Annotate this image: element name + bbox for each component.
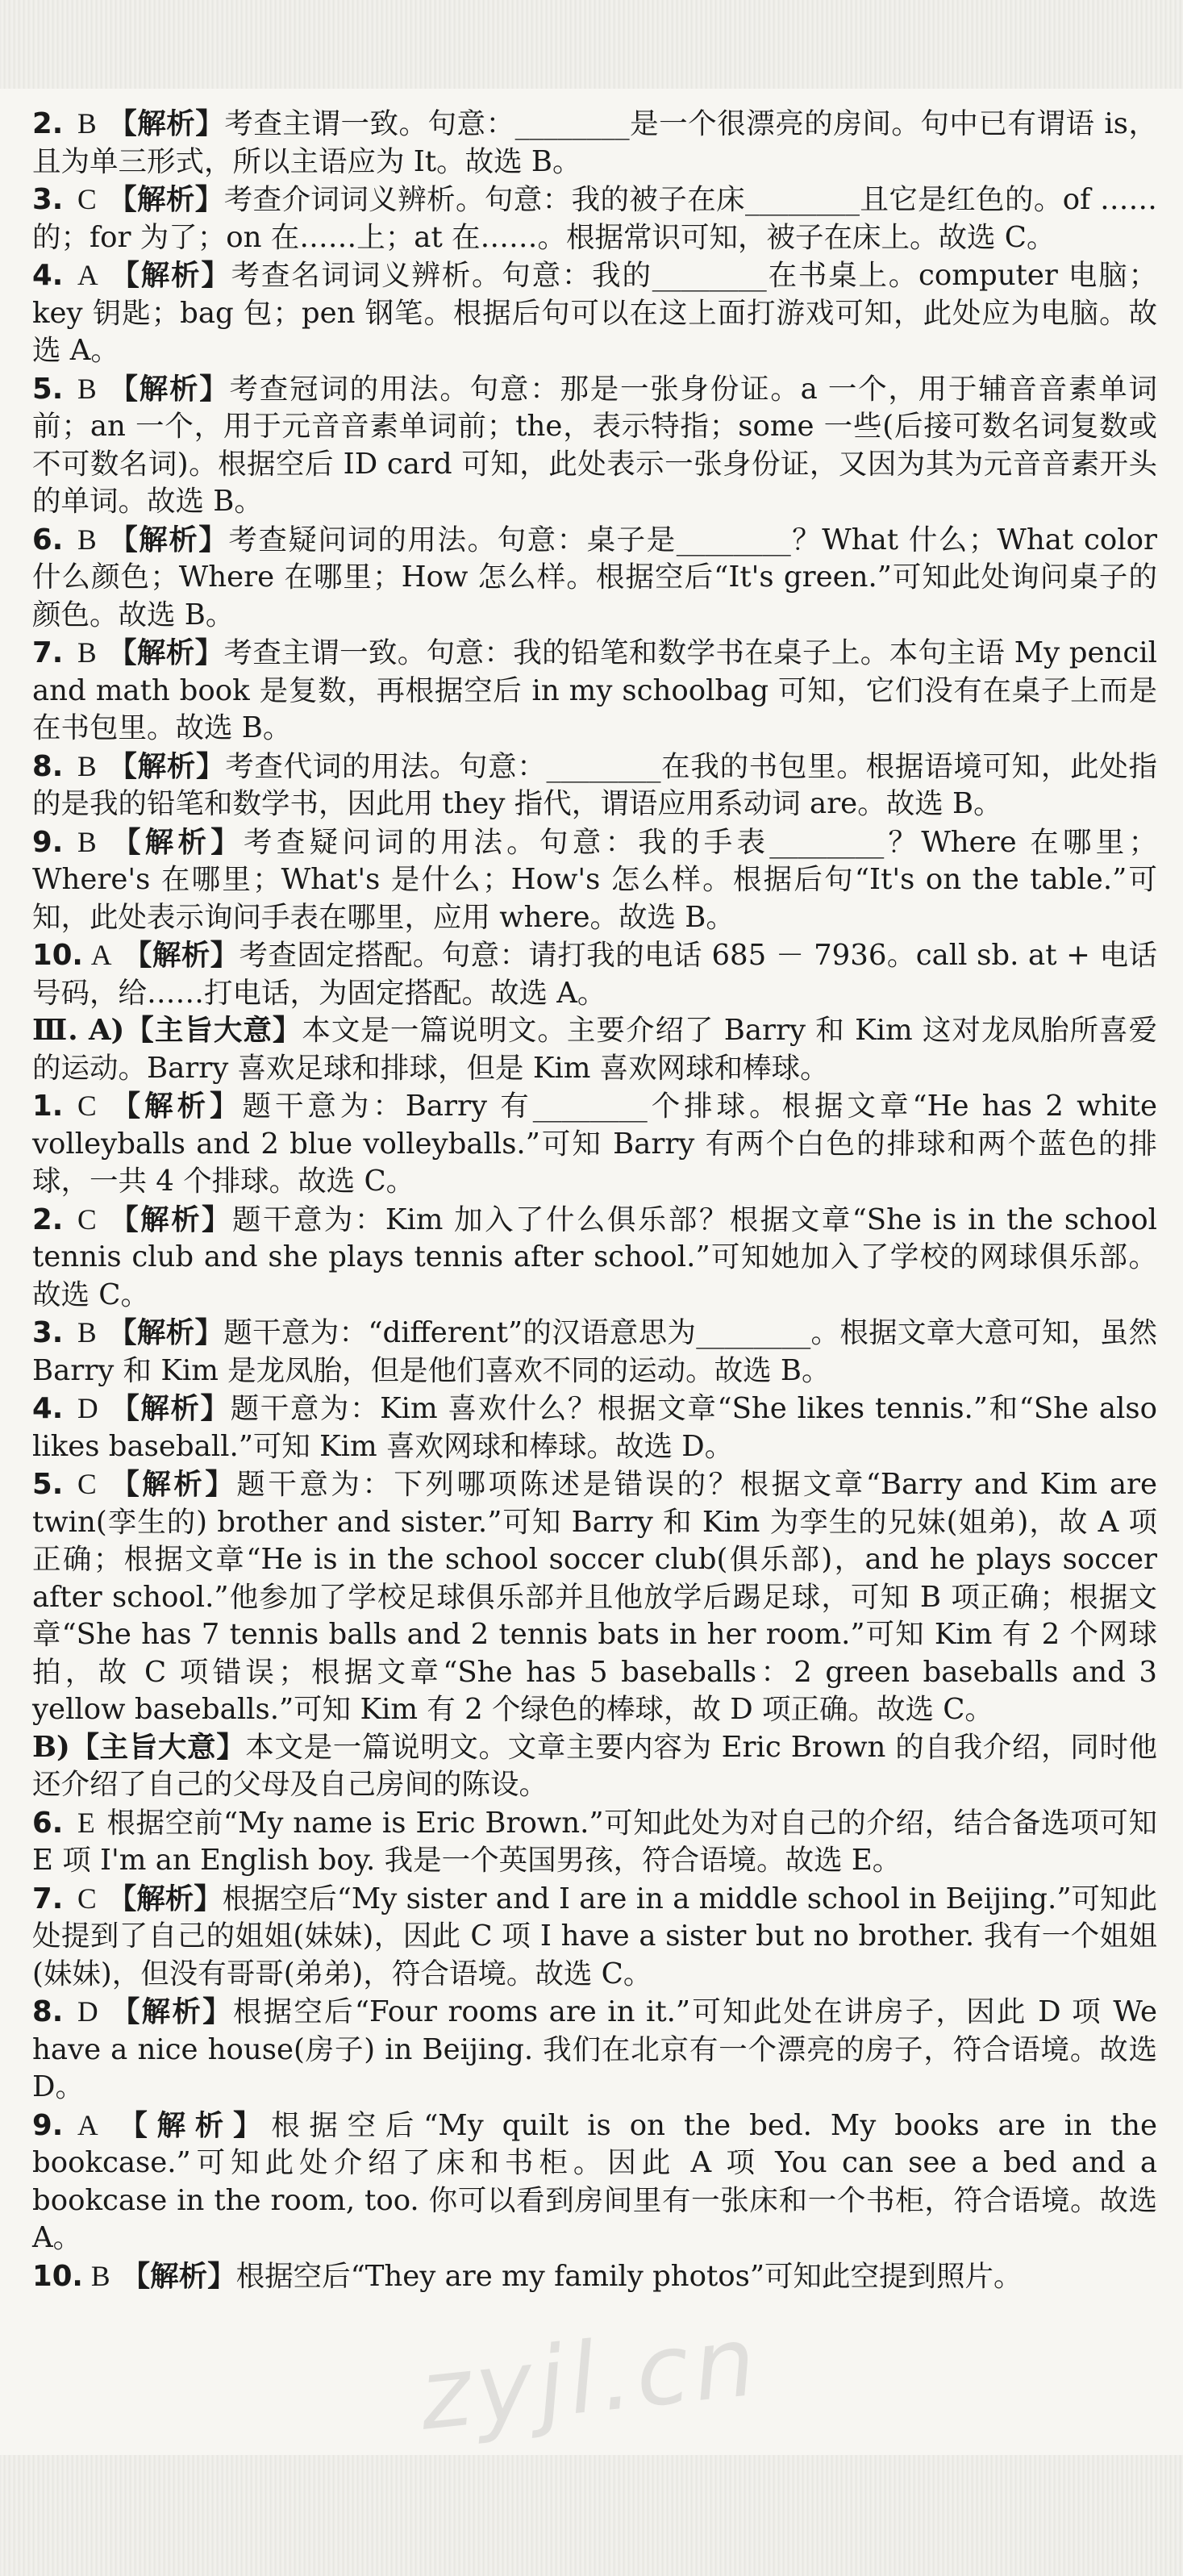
items-list [32,105,1157,1012]
item-tag: 【解析】 [107,1316,224,1349]
answer-item [32,1880,1157,1994]
item-text: 根据空后“My quilt is on the bed. My books are in the bookcase.”可知此处介绍了床和书柜。因此 A 项 You can see a bed and a bookcase in the room, too. 你可以看到房间里有一张床和一个书柜，符合语境。故选 A。 [32,2108,1157,2254]
item-number: 9. [32,2108,64,2142]
item-tag: 【解析】 [107,372,230,406]
answer-item [32,823,1157,937]
section-3-intro [32,1012,1157,1087]
item-number: 2. [32,107,64,140]
item-text: 考查主谓一致。句意：我的铅笔和数学书在桌子上。本句主语 My pencil and math book 是复数，再根据空后 in my schoolbag 可知，它们没有在桌子上而是在书包里。故选 B。 [32,636,1157,744]
item-tag: 【解析】 [107,825,244,859]
item-number: 10. [32,2259,83,2293]
item-answer: C [77,1882,97,1915]
section-3-head: Ⅲ. A)【主旨大意】 [32,1014,302,1047]
answer-item [32,1201,1157,1315]
items-a-list [32,1087,1157,1729]
item-tag: 【解析】 [109,1392,231,1425]
item-answer: B [77,523,97,556]
item-number: 3. [32,1316,64,1349]
answer-item [32,256,1157,370]
item-answer: B [77,107,97,140]
section-b-intro [32,1729,1157,1804]
item-text: 题干意为：Kim 喜欢什么？根据文章“She likes tennis.”和“She also likes baseball.”可知 Kim 喜欢网球和棒球。故选 D。 [32,1392,1157,1463]
answer-item [32,748,1157,823]
answer-item [32,936,1157,1012]
item-number: 8. [32,1995,64,2028]
items-b-list [32,1804,1157,2296]
item-text: 考查固定搭配。句意：请打我的电话 685 － 7936。call sb. at + 电话号码，给……打电话，为固定搭配。故选 A。 [32,939,1157,1010]
item-answer: B [90,2259,110,2292]
item-answer: B [77,1316,97,1348]
item-tag: 【解析】 [107,636,224,669]
item-answer: A [90,939,112,971]
item-tag: 【解析】 [107,1203,233,1236]
item-number: 7. [32,1882,64,1915]
item-text: 题干意为：“different”的汉语意思为________。根据文章大意可知，虽然 Barry 和 Kim 是龙凤胎，但是他们喜欢不同的运动。故选 B。 [32,1316,1157,1387]
item-answer: C [77,1468,97,1500]
item-answer: B [77,636,97,669]
item-tag: 【解析】 [109,1995,233,2028]
answer-item [32,1314,1157,1390]
item-number: 6. [32,523,64,556]
item-tag: 【解析】 [109,259,231,292]
answer-item [32,181,1157,256]
item-tag: 【解析】 [107,107,225,140]
answer-item [32,370,1157,521]
item-answer: A [77,259,98,291]
item-text: 题干意为：Barry 有________个排球。根据文章“He has 2 white volleyballs and 2 blue volleyballs.”可知 Barry 有两个白色的排球和两个蓝色的排球，一共 4 个排球。故选 C。 [32,1090,1157,1198]
item-tag: 【解析】 [107,1468,237,1501]
item-number: 2. [32,1203,64,1236]
answer-item [32,1804,1157,1880]
item-number: 9. [32,825,64,859]
section-b-text: 本文是一篇说明文。文章主要内容为 Eric Brown 的自我介绍，同时他还介绍了自己的父母及自己房间的陈设。 [32,1730,1157,1801]
item-text: 根据空后“My sister and I are in a middle school in Beijing.”可知此处提到了自己的姐姐(妹妹)，因此 C 项 I have a sister but no brother. 我有一个姐姐(妹妹)，但没有哥哥(弟弟)，符合语境。故选 C。 [32,1882,1157,1990]
item-answer: C [77,1203,97,1236]
answer-item [32,1465,1157,1729]
section-3-text: 本文是一篇说明文。主要介绍了 Barry 和 Kim 这对龙凤胎所喜爱的运动。Barry 喜欢足球和排球，但是 Kim 喜欢网球和棒球。 [32,1014,1157,1085]
item-text: 题干意为：下列哪项陈述是错误的？根据文章“Barry and Kim are twin(孪生的) brother and sister.”可知 Barry 和 Kim 为孪生的兄妹(姐弟)，故 A 项正确；根据文章“He is in the school soccer club(俱乐部)，and he plays soccer after school.”他参加了学校足球俱乐部并且他放学后踢足球，可知 B 项正确；根据文章“She has 7 tennis balls and 2 tennis bats in her room.”可知 Kim 有 2 个网球拍，故 C 项错误；根据文章“She has 5 baseballs：2 green baseballs and 3 yellow baseballs.”可知 Kim 有 2 个绿色的棒球，故 D 项正确。故选 C。 [32,1468,1157,1726]
item-tag: 【解析】 [107,1882,223,1915]
item-answer: B [77,825,97,858]
item-text: 考查疑问词的用法。句意：我的手表________？Where 在哪里；Where's 在哪里；What's 是什么；How's 怎么样。根据后句“It's on the table.”可知，此处表示询问手表在哪里，应用 where。故选 B。 [32,825,1157,934]
item-text: 考查冠词的用法。句意：那是一张身份证。a 一个，用于辅音音素单词前；an 一个，用于元音音素单词前；the，表示特指；some 一些(后接可数名词复数或不可数名词)。根据空后 ID card 可知，此处表示一张身份证，又因为其为元音音素开头的单词。故选 B。 [32,372,1157,518]
item-number: 3. [32,183,64,216]
item-number: 5. [32,372,64,406]
page-bottom-texture [0,2455,1183,2576]
answer-item [32,634,1157,748]
item-text: 根据空后“Four rooms are in it.”可知此处在讲房子，因此 D 项 We have a nice house(房子) in Beijing. 我们在北京有一个漂亮的房子，符合语境。故选 D。 [32,1995,1157,2103]
item-text: 考查代词的用法。句意：________在我的书包里。根据语境可知，此处指的是我的铅笔和数学书，因此用 they 指代，谓语应用系动词 are。故选 B。 [32,749,1157,820]
item-number: 7. [32,636,64,669]
item-number: 4. [32,1392,64,1425]
item-answer: B [77,372,97,405]
answer-item [32,2257,1157,2296]
item-number: 4. [32,259,64,292]
answer-item [32,1993,1157,2107]
answer-item [32,1390,1157,1465]
item-tag: 【解析】 [107,183,224,216]
item-number: 1. [32,1090,64,1123]
item-number: 8. [32,749,64,783]
item-tag: 【解析】 [107,1090,243,1123]
item-tag: 【解析】 [123,939,240,972]
item-answer: B [77,749,97,782]
answer-key-content [32,105,1157,2295]
item-tag: 【解析】 [109,2108,272,2142]
answer-item [32,1087,1157,1201]
item-text: 题干意为：Kim 加入了什么俱乐部？根据文章“She is in the school tennis club and she plays tennis after school.”可知她加入了学校的网球俱乐部。故选 C。 [32,1203,1157,1311]
item-text: 考查名词词义辨析。句意：我的________在书桌上。computer 电脑；key 钥匙；bag 包；pen 钢笔。根据后句可以在这上面打游戏可知，此处应为电脑。故选 A。 [32,259,1157,367]
item-answer: C [77,183,97,215]
answer-item [32,521,1157,635]
answer-item [32,2107,1157,2257]
item-text: 考查主谓一致。句意：________是一个很漂亮的房间。句中已有谓语 is，且为单三形式，所以主语应为 It。故选 B。 [32,107,1157,178]
answer-item [32,105,1157,181]
section-b-head: B)【主旨大意】 [32,1730,246,1764]
item-number: 6. [32,1806,64,1840]
item-answer: D [77,1995,98,2028]
item-text: 根据空前“My name is Eric Brown.”可知此处为对自己的介绍，结合备选项可知 E 项 I'm an English boy. 我是一个英国男孩，符合语境。故选 E。 [32,1806,1157,1877]
item-answer: D [77,1392,98,1424]
item-text: 考查介词词义辨析。句意：我的被子在床________且它是红色的。of ……的；for 为了；on 在……上；at 在……。根据常识可知，被子在床上。故选 C。 [32,183,1157,254]
item-number: 5. [32,1468,64,1501]
page-top-texture [0,0,1183,89]
item-text: 根据空后“They are my family photos”可知此空提到照片。 [235,2259,1023,2293]
item-tag: 【解析】 [107,749,226,783]
item-answer: A [77,2108,98,2141]
item-tag: 【解析】 [121,2259,236,2293]
watermark: zyjl.cn [414,2305,765,2453]
item-answer: E [77,1806,95,1839]
item-tag: 【解析】 [107,523,229,556]
item-answer: C [77,1090,97,1122]
item-number: 10. [32,939,83,972]
item-text: 考查疑问词的用法。句意：桌子是________？What 什么；What color 什么颜色；Where 在哪里；How 怎么样。根据空后“It's green.”可知此处询问桌子的颜色。故选 B。 [32,523,1157,631]
